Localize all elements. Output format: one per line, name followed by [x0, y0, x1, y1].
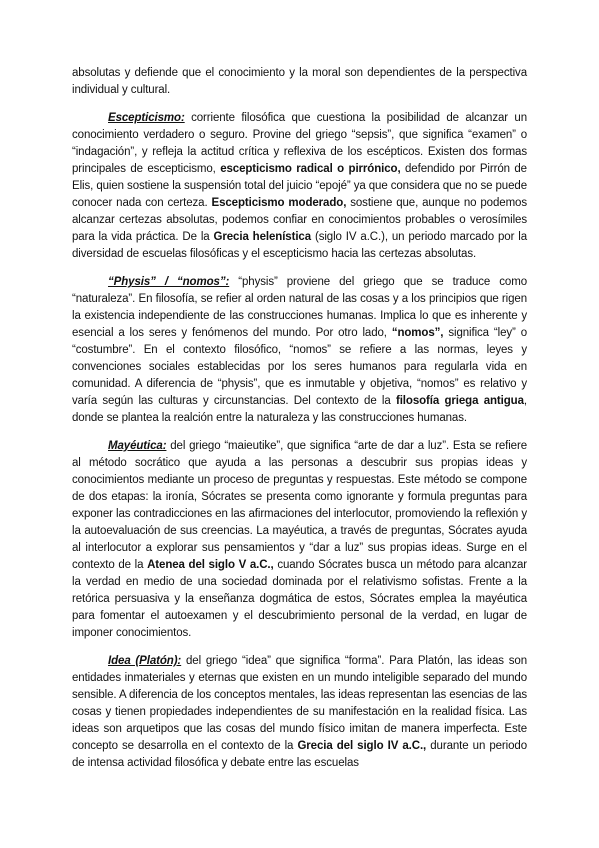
paragraph-text: defendido por Pirrón de Elis, quien sostiene la suspensión total del juicio “epojé” ya que considera que no se puede conocer nada con certeza.: [72, 163, 527, 209]
bold-text: Escepticismo moderado,: [211, 197, 347, 209]
paragraph-text: sostiene que, aunque no podemos alcanzar certezas absolutas, podemos confiar en conocimientos probables o verosímiles para la vida práctica. De la: [72, 197, 527, 243]
bold-text: Grecia del siglo IV a.C.,: [297, 740, 427, 752]
paragraph-text: significa “ley” o “costumbre”. En el contexto filosófico, “nomos” se refiere a las normas, leyes y convenciones sociales establecidas por los seres humanos para regularla vida en comunidad. A diferencia de “physis”, que es inmutable y objetiva, “nomos” es relativo y varía según las culturas y circunstancias. Del contexto de la: [72, 327, 527, 407]
bold-text: filosofía griega antigua: [395, 395, 524, 407]
paragraph-physis-nomos: [72, 274, 527, 427]
paragraph-text: durante un periodo de intensa actividad filosófica y debate entre las escuelas: [72, 740, 528, 769]
paragraph-text: corriente filosófica que cuestiona la posibilidad de alcanzar un conocimiento verdadero o seguro. Provine del griego “sepsis”, que significa “examen” o “indagación”, y refleja la actitud crítica y reflexiva de los escépticos. Existen dos formas principales de escepticismo,: [72, 112, 527, 175]
paragraph-text: “physis” proviene del griego que se traduce como “naturaleza”. En filosofía, se refier al orden natural de las cosas y a los principios que rigen la existencia independiente de las construcciones humanas. Implica lo que es inherente y esencial a los seres y fenómenos del mundo. Por otro lado,: [72, 276, 527, 339]
paragraph-text: absolutas y defiende que el conocimiento y la moral son dependientes de la perspectiva individual y cultural.: [72, 67, 527, 96]
paragraph-text: del griego “idea” que significa “forma”. Para Platón, las ideas son entidades inmateriales y eternas que existen en un mundo inteligible separado del mundo sensible. A diferencia de los conceptos mentales, las ideas representan las esencias de las cosas y tienen propiedades independientes de su manifestación en la realidad física. Las ideas son arquetipos que las cosas del mundo físico imitan de manera imperfecta. Este concepto se desarrolla en el contexto de la: [72, 655, 528, 752]
paragraph-escepticismo: [72, 110, 527, 263]
bold-text: escepticismo radical o pirrónico,: [220, 163, 401, 175]
paragraph-idea-platon: [72, 653, 527, 772]
document-body: [72, 65, 527, 783]
paragraph-mayeutica: [72, 438, 527, 642]
term-heading: Idea (Platón):: [108, 655, 182, 667]
term-heading: “Physis” / “nomos”:: [108, 276, 230, 288]
paragraph-text: del griego “maieutike”, que significa “arte de dar a luz”. Esta se refiere al método socrático que ayuda a las personas a descubrir sus propias ideas y conocimientos mediante un proceso de preguntas y respuestas. Este método se compone de dos etapas: la ironía, Sócrates se presenta como ignorante y formula preguntas para exponer las contradicciones en las afirmaciones del interlocutor, promoviendo la reflexión y la autoevaluación de sus creencias. La mayéutica, a través de preguntas, Sócrates ayuda al interlocutor a explorar sus pensamientos y “dar a luz” sus propias ideas. Surge en el contexto de la: [72, 440, 527, 571]
bold-text: “nomos”,: [391, 327, 444, 339]
term-heading: Escepticismo:: [108, 112, 185, 124]
term-heading: Mayéutica:: [108, 440, 167, 452]
paragraph-text: (siglo IV a.C.), un periodo marcado por la diversidad de escuelas filosóficas y el escepticismo hacia las certezas absolutas.: [72, 231, 527, 260]
paragraph-text: , donde se plantea la realción entre la naturaleza y las construcciones humanas.: [72, 395, 527, 424]
paragraph-text: cuando Sócrates busca un método para alcanzar la verdad en medio de una sociedad dominada por el relativismo sofistas. Frente a la retórica persuasiva y la enseñanza dogmática de estos, Sócrates emplea la mayéutica para fomentar el autoexamen y el descubrimiento personal de la verdad, en lugar de imponer conocimientos.: [72, 559, 527, 639]
bold-text: Atenea del siglo V a.C.,: [147, 559, 274, 571]
paragraph-intro: [72, 65, 527, 99]
bold-text: Grecia helenística: [213, 231, 312, 243]
